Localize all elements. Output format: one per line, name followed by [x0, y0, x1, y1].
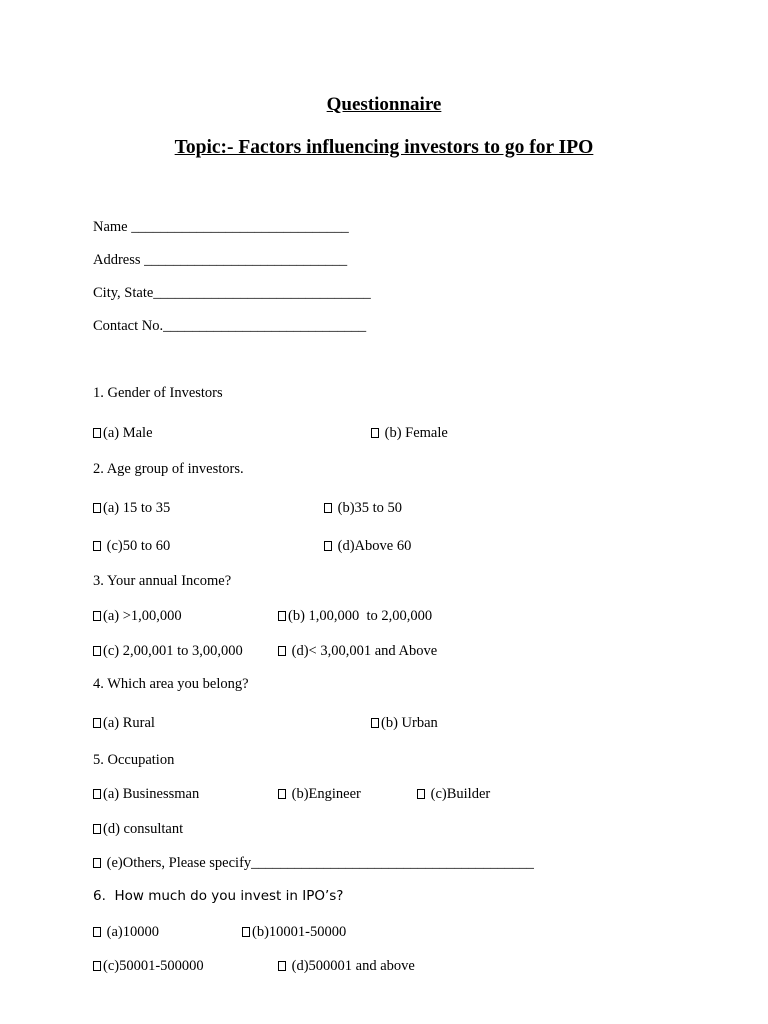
- q3-option-b[interactable]: [278, 609, 432, 624]
- checkbox-icon[interactable]: [324, 541, 332, 551]
- q6-option-d-label: (d)500001 and above: [288, 958, 415, 974]
- q5-option-c[interactable]: [417, 787, 490, 802]
- question-2: 2. Age group of investors.: [93, 461, 244, 477]
- q6-option-c-label: (c)50001-500000: [103, 958, 204, 974]
- q2-option-b-label: (b)35 to 50: [334, 500, 403, 516]
- checkbox-icon[interactable]: [93, 824, 101, 834]
- q3-option-c-label: (c) 2,00,001 to 3,00,000: [103, 643, 243, 659]
- name-blank: ______________________________: [131, 219, 349, 235]
- address-label: Address: [93, 252, 141, 268]
- q6-option-b-label: (b)10001-50000: [252, 924, 347, 940]
- q6-option-d[interactable]: [278, 959, 415, 974]
- checkbox-icon[interactable]: [93, 789, 101, 799]
- city-state-blank: ______________________________: [153, 285, 371, 301]
- q5-option-e[interactable]: [93, 856, 534, 871]
- checkbox-icon[interactable]: [278, 789, 286, 799]
- q3-option-a-label: (a) >1,00,000: [103, 608, 182, 624]
- address-field[interactable]: [93, 253, 347, 268]
- q6-option-a[interactable]: [93, 925, 159, 940]
- q1-option-a[interactable]: [93, 426, 153, 441]
- checkbox-icon[interactable]: [93, 961, 101, 971]
- checkbox-icon[interactable]: [417, 789, 425, 799]
- q6-option-c[interactable]: [93, 959, 204, 974]
- q5-option-d-label: (d) consultant: [103, 821, 184, 837]
- checkbox-icon[interactable]: [278, 961, 286, 971]
- q4-option-a-label: (a) Rural: [103, 715, 155, 731]
- q2-option-c[interactable]: [93, 539, 170, 554]
- q4-option-a[interactable]: [93, 716, 155, 731]
- q4-option-b-label: (b) Urban: [381, 715, 438, 731]
- question-1: 1. Gender of Investors: [93, 385, 223, 401]
- q1-option-b[interactable]: [371, 426, 448, 441]
- q6-option-b[interactable]: [242, 925, 346, 940]
- question-4: 4. Which area you belong?: [93, 676, 249, 692]
- q5-option-b[interactable]: [278, 787, 361, 802]
- contact-no-blank: ____________________________: [163, 318, 367, 334]
- q6-option-a-label: (a)10000: [103, 924, 159, 940]
- checkbox-icon[interactable]: [93, 611, 101, 621]
- q2-option-c-label: (c)50 to 60: [103, 538, 171, 554]
- q1-option-b-label: (b) Female: [381, 425, 448, 441]
- q5-option-d[interactable]: [93, 822, 183, 837]
- question-6: 6. How much do you invest in IPO’s?: [93, 888, 344, 904]
- name-label: Name: [93, 219, 128, 235]
- q3-option-d-label: (d)< 3,00,001 and Above: [288, 643, 438, 659]
- checkbox-icon[interactable]: [371, 428, 379, 438]
- q3-option-a[interactable]: [93, 609, 182, 624]
- page-title: Questionnaire: [326, 94, 442, 115]
- q3-option-d[interactable]: [278, 644, 437, 659]
- q3-option-c[interactable]: [93, 644, 243, 659]
- q2-option-d-label: (d)Above 60: [334, 538, 412, 554]
- topic-heading: Topic:- Factors influencing investors to go for IPO: [174, 137, 594, 158]
- question-5: 5. Occupation: [93, 752, 175, 768]
- name-field[interactable]: [93, 220, 349, 235]
- address-blank: ____________________________: [144, 252, 348, 268]
- checkbox-icon[interactable]: [93, 428, 101, 438]
- q5-option-b-label: (b)Engineer: [288, 786, 361, 802]
- q2-option-a-label: (a) 15 to 35: [103, 500, 171, 516]
- q2-option-b[interactable]: [324, 501, 402, 516]
- checkbox-icon[interactable]: [93, 646, 101, 656]
- q2-option-a[interactable]: [93, 501, 170, 516]
- q5-option-e-label: (e)Others, Please specify: [103, 855, 252, 871]
- question-3: 3. Your annual Income?: [93, 573, 232, 589]
- city-state-field[interactable]: [93, 286, 371, 301]
- contact-no-field[interactable]: [93, 319, 366, 334]
- q3-option-b-label: (b) 1,00,000 to 2,00,000: [288, 608, 433, 624]
- checkbox-icon[interactable]: [93, 718, 101, 728]
- checkbox-icon[interactable]: [93, 927, 101, 937]
- q5-specify-blank[interactable]: _______________________________________: [251, 855, 534, 871]
- q5-option-a[interactable]: [93, 787, 199, 802]
- contact-no-label: Contact No.: [93, 318, 164, 334]
- city-state-label: City, State: [93, 285, 154, 301]
- q5-option-a-label: (a) Businessman: [103, 786, 200, 802]
- q1-option-a-label: (a) Male: [103, 425, 153, 441]
- checkbox-icon[interactable]: [93, 541, 101, 551]
- checkbox-icon[interactable]: [93, 503, 101, 513]
- q5-option-c-label: (c)Builder: [427, 786, 491, 802]
- checkbox-icon[interactable]: [278, 646, 286, 656]
- checkbox-icon[interactable]: [324, 503, 332, 513]
- checkbox-icon[interactable]: [278, 611, 286, 621]
- checkbox-icon[interactable]: [93, 858, 101, 868]
- q2-option-d[interactable]: [324, 539, 411, 554]
- checkbox-icon[interactable]: [242, 927, 250, 937]
- q4-option-b[interactable]: [371, 716, 438, 731]
- checkbox-icon[interactable]: [371, 718, 379, 728]
